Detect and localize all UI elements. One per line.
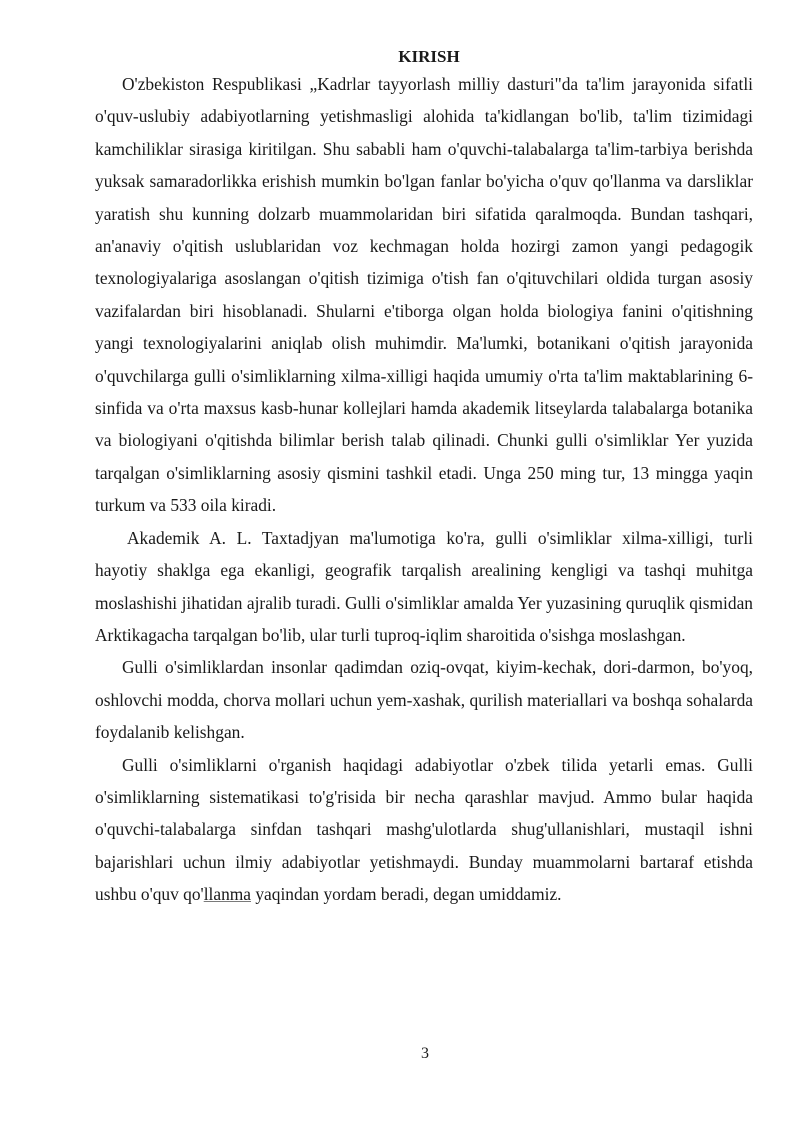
paragraph-intro: O'zbekiston Respublikasi „Kadrlar tayyorlash milliy dasturi"da ta'lim jarayonida sifatli o'quv-uslubiy adabiyotlarning yetishmasligi alohida ta'kidlangan bo'lib, ta'lim tizimidagi kamchiliklar sirasiga kiritilgan. Shu sababli ham o'quvchi-talabalarga ta'lim-tarbiya berishda yuksak samaradorlikka erishish mumkin bo'lgan fanlar bo'yicha o'quv qo'llanma va darsliklar yaratish shu kunning dolzarb muammolaridan biri sifatida qaralmoqda. Bundan tashqari, an'anaviy o'qitish uslublaridan voz kechmagan holda hozirgi zamon yangi pedagogik texnologiyalariga asoslangan o'qitish tizimiga o'tish fan o'qituvchilari oldida turgan asosiy vazifalardan biri hisoblanadi. Shularni e'tiborga olgan holda biologiya fanini o'qitishning yangi texnologiyalarini aniqlab olish muhimdir. Ma'lumki, botanikani o'qitish jarayonida o'quvchilarga gulli o'simliklarning xilma-xilligi haqida umumiy o'rta ta'lim maktablarining 6-sinfida va o'rta maxsus kasb-hunar kollejlari hamda akademik litseylarda talabalarga botanika va biologiyani o'qitishda bilimlar berish talab qilinadi. Chunki gulli o'simliklar Yer yuzida tarqalgan o'simliklarning asosiy qismini tashkil etadi. Unga 250 ming tur, 13 mingga yaqin turkum va 533 oila kiradi. [95, 74, 753, 516]
paragraph-taxtadjyan: Akademik A. L. Taxtadjyan ma'lumotiga ko'ra, gulli o'simliklar xilma-xilligi, turli hayotiy shaklga ega ekanligi, geografik tarqalish arealining kengligi va tashqi muhitga moslashishi jihatidan ajralib turadi. Gulli o'simliklar amalda Yer yuzasining quruqlik qismidan Arktikagacha tarqalgan bo'lib, ular turli tuproq-iqlim sharoitida o'sishga moslashgan. [95, 527, 753, 645]
page-number: 3 [421, 1045, 429, 1062]
paragraph-conclusion [95, 749, 753, 911]
document-page [95, 46, 753, 911]
conclusion-text-start: Gulli o'simliklarni o'rganish haqidagi adabiyotlar o'zbek tilida yetarli emas. Gulli o'simliklarning sistematikasi to'g'risida bir necha qarashlar mavjud. Ammo bular haqida o'quvchi-talabalarga sinfdan tashqari mashg'ulotlarda shug'ullanishlari, mustaqil ishni bajarishlari uchun ilmiy adabiyotlar yetishmaydi. Bunday muammolarni bartaraf etishda ushbu o'quv qo' [95, 754, 753, 905]
conclusion-text-end: yaqindan yordam beradi, degan umiddamiz. [251, 884, 562, 905]
underlined-word: llanma [203, 884, 252, 905]
section-title: KIRISH [398, 47, 460, 66]
paragraph-uses: Gulli o'simliklardan insonlar qadimdan oziq-ovqat, kiyim-kechak, dori-darmon, bo'yoq, oshlovchi modda, chorva mollari uchun yem-xashak, qurilish materiallari va boshqa sohalarda foydalanib kelishgan. [95, 657, 753, 743]
